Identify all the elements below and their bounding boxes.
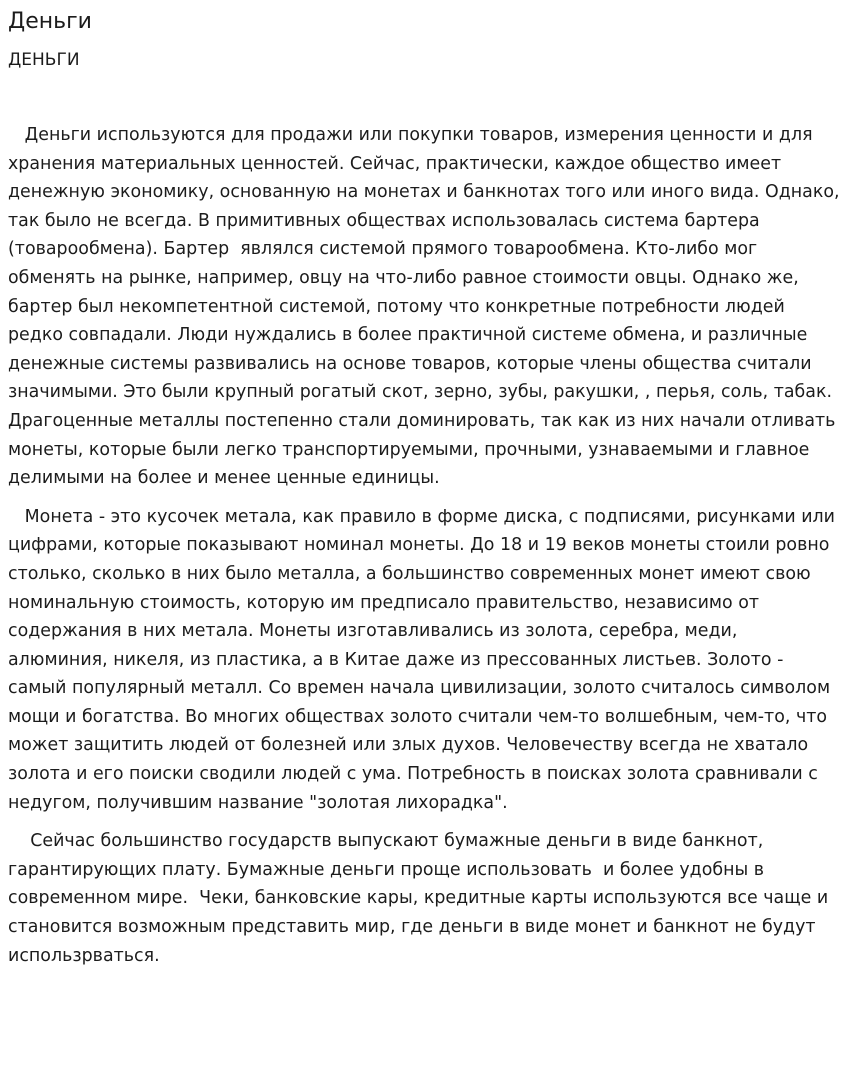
page-title: Деньги: [8, 9, 92, 34]
document-page: [8, 8, 846, 970]
paragraph-money-intro: Деньги используются для продажи или покупки товаров, измерения ценности и для хранения материальных ценностей. Сейчас, практически, каждое общество имеет денежную экономику, основанную на монетах и банкнотах того или иного вида. Однако, так было не всегда. В примитивных обществах использовалась система бартера (товарообмена). Бартер являлся системой прямого товарообмена. Кто-либо мог обменять на рынке, например, овцу на что-либо равное стоимости овцы. Однако же, бартер был некомпетентной системой, потому что конкретные потребности людей редко совпадали. Люди нуждались в более практичной системе обмена, и различные денежные системы развивались на основе товаров, которые члены общества считали значимыми. Это были крупный рогатый скот, зерно, зубы, ракушки, , перья, соль, табак. Драгоценные металлы постепенно стали доминировать, так как из них начали отливать монеты, которые были легко транспортируемыми, прочными, узнаваемыми и главное делимыми на более и менее ценные единицы.: [8, 125, 846, 489]
paragraph-coins: Монета - это кусочек метала, как правило в форме диска, с подписями, рисунками или цифрами, которые показывают номинал монеты. До 18 и 19 веков монеты стоили ровно столько, сколько в них было металла, а большинство современных монет имеют свою номинальную стоимость, которую им предписало правительство, независимо от содержания в них метала. Монеты изготавливались из золота, серебра, меди, алюминия, никеля, из пластика, а в Китае даже из прессованных листьев. Золото - самый популярный металл. Со времен начала цивилизации, золото считалось символом мощи и богатства. Во многих обществах золото считали чем-то волшебным, чем-то, что может защитить людей от болезней или злых духов. Человечеству всегда не хватало золота и его поиски сводили людей с ума. Потребность в поисках золота сравнивали с недугом, получившим название "золотая лихорадка".: [8, 506, 841, 813]
paragraph-paper-money: Сейчас большинство государств выпускают бумажные деньги в виде банкнот, гарантирующих плату. Бумажные деньги проще использовать и более удобны в современном мире. Чеки, банковские кары, кредитные карты используются все чаще и становится возможным представить мир, где деньги в виде монет и банкнот не будут использрваться.: [8, 831, 834, 966]
document-heading: ДЕНЬГИ: [8, 50, 80, 70]
